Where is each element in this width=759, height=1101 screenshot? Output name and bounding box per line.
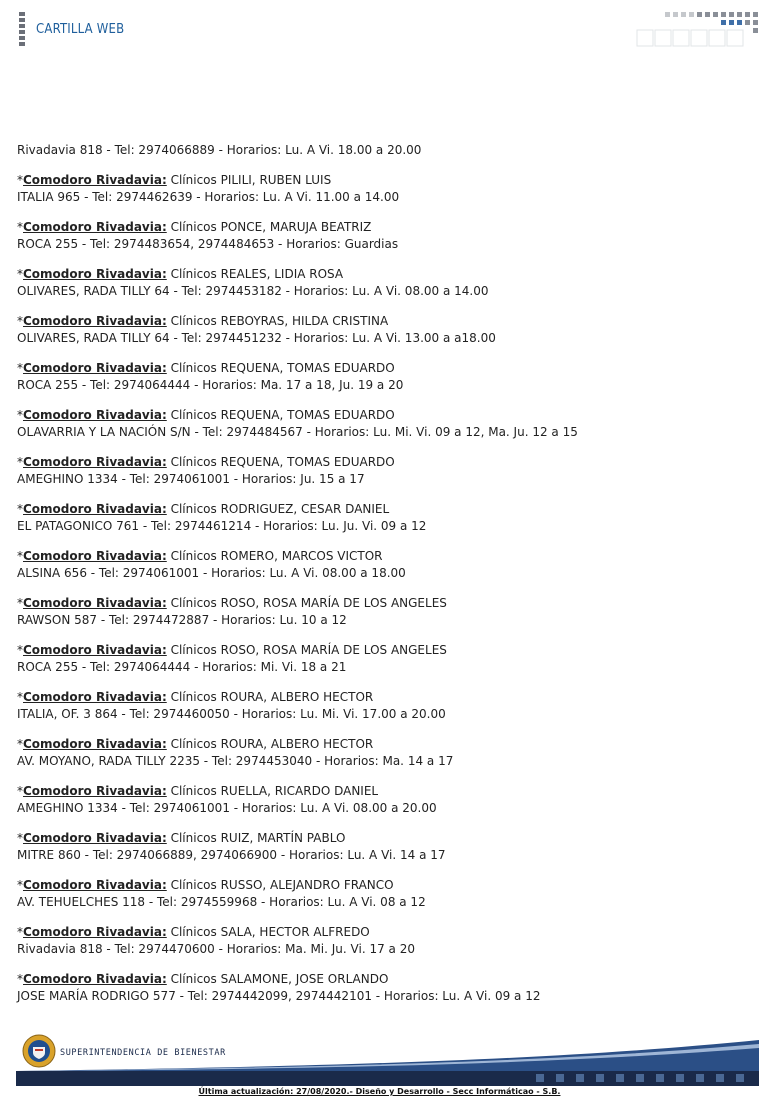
entry-detail: ROCA 255 - Tel: 2974064444 - Horarios: Mi. Vi. 18 a 21 [17,660,347,674]
directory-entry [17,407,737,441]
superintendencia-seal-icon [22,1034,56,1068]
entry-name: Clínicos ROURA, ALBERO HECTOR [170,737,374,751]
entry-heading: *Comodoro Rivadavia: Clínicos REBOYRAS, HILDA CRISTINA [17,314,389,328]
entry-detail: OLAVARRIA Y LA NACIÓN S/N - Tel: 2974484567 - Horarios: Lu. Mi. Vi. 09 a 12, Ma. Ju. 12 a 15 [17,425,578,439]
directory-entry [17,924,737,958]
entry-detail: Rivadavia 818 - Tel: 2974066889 - Horarios: Lu. A Vi. 18.00 a 20.00 [17,143,422,157]
entry-detail: OLIVARES, RADA TILLY 64 - Tel: 2974453182 - Horarios: Lu. A Vi. 08.00 a 14.00 [17,284,489,298]
entry-detail: OLIVARES, RADA TILLY 64 - Tel: 2974451232 - Horarios: Lu. A Vi. 13.00 a a18.00 [17,331,496,345]
footer-wave-banner [16,1034,759,1086]
entry-name: Clínicos SALA, HECTOR ALFREDO [170,925,370,939]
directory-entry [17,971,737,1005]
entry-heading: *Comodoro Rivadavia: Clínicos PILILI, RUBEN LUIS [17,173,332,187]
directory-entry [17,219,737,253]
entry-detail: JOSE MARÍA RODRIGO 577 - Tel: 2974442099, 2974442101 - Horarios: Lu. A Vi. 09 a 12 [17,989,541,1003]
directory-entry [17,642,737,676]
entry-city: Comodoro Rivadavia: [23,596,167,610]
entry-detail: ROCA 255 - Tel: 2974483654, 2974484653 - Horarios: Guardias [17,237,399,251]
entry-city: Comodoro Rivadavia: [23,173,167,187]
entry-city: Comodoro Rivadavia: [23,878,167,892]
entry-detail: RAWSON 587 - Tel: 2974472887 - Horarios: Lu. 10 a 12 [17,613,347,627]
entry-city: Comodoro Rivadavia: [23,690,167,704]
continued-entry [17,142,737,159]
entry-heading: *Comodoro Rivadavia: Clínicos ROURA, ALBERO HECTOR [17,690,374,704]
entry-name: Clínicos REALES, LIDIA ROSA [170,267,344,281]
entry-city: Comodoro Rivadavia: [23,267,167,281]
entry-city: Comodoro Rivadavia: [23,972,167,986]
entry-heading: *Comodoro Rivadavia: Clínicos SALA, HECTOR ALFREDO [17,925,370,939]
entry-heading: *Comodoro Rivadavia: Clínicos PONCE, MARUJA BEATRIZ [17,220,372,234]
entry-detail: AV. MOYANO, RADA TILLY 2235 - Tel: 2974453040 - Horarios: Ma. 14 a 17 [17,754,454,768]
header-bar-icon [19,12,25,46]
entry-name: Clínicos PONCE, MARUJA BEATRIZ [170,220,372,234]
directory-entry [17,454,737,488]
entry-name: Clínicos ROMERO, MARCOS VICTOR [170,549,383,563]
entry-heading: *Comodoro Rivadavia: Clínicos RUELLA, RICARDO DANIEL [17,784,379,798]
entry-detail: AMEGHINO 1334 - Tel: 2974061001 - Horarios: Lu. A Vi. 08.00 a 20.00 [17,801,437,815]
directory-entry [17,595,737,629]
entry-city: Comodoro Rivadavia: [23,643,167,657]
entry-heading: *Comodoro Rivadavia: Clínicos RODRIGUEZ, CESAR DANIEL [17,502,390,516]
directory-entry [17,501,737,535]
directory-entry [17,783,737,817]
entry-heading: *Comodoro Rivadavia: Clínicos ROMERO, MARCOS VICTOR [17,549,383,563]
last-update-footer: Última actualización: 27/08/2020.- Diseño y Desarrollo - Secc Informáticao - S.B. [198,1087,561,1096]
directory-entry [17,360,737,394]
entry-city: Comodoro Rivadavia: [23,784,167,798]
entry-name: Clínicos RUIZ, MARTÍN PABLO [170,831,346,845]
entry-detail: EL PATAGONICO 761 - Tel: 2974461214 - Horarios: Lu. Ju. Vi. 09 a 12 [17,519,427,533]
directory-entry [17,313,737,347]
entry-city: Comodoro Rivadavia: [23,408,167,422]
entry-heading: *Comodoro Rivadavia: Clínicos ROSO, ROSA MARÍA DE LOS ANGELES [17,643,447,657]
entry-detail: AV. TEHUELCHES 118 - Tel: 2974559968 - Horarios: Lu. A Vi. 08 a 12 [17,895,426,909]
directory-list [17,142,737,1018]
entry-detail: ROCA 255 - Tel: 2974064444 - Horarios: Ma. 17 a 18, Ju. 19 a 20 [17,378,404,392]
entry-heading: *Comodoro Rivadavia: Clínicos RUSSO, ALEJANDRO FRANCO [17,878,394,892]
entry-name: Clínicos RODRIGUEZ, CESAR DANIEL [170,502,390,516]
entry-name: Clínicos REQUENA, TOMAS EDUARDO [170,361,395,375]
entry-detail: ALSINA 656 - Tel: 2974061001 - Horarios: Lu. A Vi. 08.00 a 18.00 [17,566,406,580]
entry-city: Comodoro Rivadavia: [23,502,167,516]
entry-name: Clínicos SALAMONE, JOSE ORLANDO [170,972,389,986]
directory-entry [17,266,737,300]
directory-entry [17,830,737,864]
organization-name: SUPERINTENDENCIA DE BIENESTAR [60,1048,226,1058]
entry-city: Comodoro Rivadavia: [23,220,167,234]
entry-city: Comodoro Rivadavia: [23,549,167,563]
entry-heading: *Comodoro Rivadavia: Clínicos RUIZ, MARTÍN PABLO [17,831,346,845]
entry-city: Comodoro Rivadavia: [23,737,167,751]
entry-city: Comodoro Rivadavia: [23,455,167,469]
entry-name: Clínicos ROSO, ROSA MARÍA DE LOS ANGELES [170,596,447,610]
entry-detail: Rivadavia 818 - Tel: 2974470600 - Horarios: Ma. Mi. Ju. Vi. 17 a 20 [17,942,415,956]
entry-detail: ITALIA, OF. 3 864 - Tel: 2974460050 - Horarios: Lu. Mi. Vi. 17.00 a 20.00 [17,707,446,721]
entry-detail: MITRE 860 - Tel: 2974066889, 2974066900 - Horarios: Lu. A Vi. 14 a 17 [17,848,446,862]
entry-detail: ITALIA 965 - Tel: 2974462639 - Horarios: Lu. A Vi. 11.00 a 14.00 [17,190,400,204]
entry-city: Comodoro Rivadavia: [23,361,167,375]
entry-heading: *Comodoro Rivadavia: Clínicos REQUENA, TOMAS EDUARDO [17,408,395,422]
entry-name: Clínicos RUSSO, ALEJANDRO FRANCO [170,878,394,892]
entry-heading: *Comodoro Rivadavia: Clínicos REQUENA, TOMAS EDUARDO [17,361,395,375]
directory-entry [17,548,737,582]
entry-heading: *Comodoro Rivadavia: Clínicos REALES, LIDIA ROSA [17,267,344,281]
page-title: CARTILLA WEB [36,22,125,37]
entry-name: Clínicos REQUENA, TOMAS EDUARDO [170,455,395,469]
directory-entry [17,877,737,911]
entry-name: Clínicos REQUENA, TOMAS EDUARDO [170,408,395,422]
directory-entry [17,736,737,770]
entry-heading: *Comodoro Rivadavia: Clínicos ROSO, ROSA MARÍA DE LOS ANGELES [17,596,447,610]
entry-heading: *Comodoro Rivadavia: Clínicos SALAMONE, JOSE ORLANDO [17,972,389,986]
entry-name: Clínicos ROSO, ROSA MARÍA DE LOS ANGELES [170,643,447,657]
directory-entry [17,172,737,206]
directory-entry [17,689,737,723]
entry-city: Comodoro Rivadavia: [23,314,167,328]
entry-city: Comodoro Rivadavia: [23,831,167,845]
entry-heading: *Comodoro Rivadavia: Clínicos ROURA, ALBERO HECTOR [17,737,374,751]
entry-name: Clínicos PILILI, RUBEN LUIS [170,173,332,187]
entry-detail: AMEGHINO 1334 - Tel: 2974061001 - Horarios: Ju. 15 a 17 [17,472,365,486]
corner-grid-decoration-icon [635,10,759,48]
entry-heading: *Comodoro Rivadavia: Clínicos REQUENA, TOMAS EDUARDO [17,455,395,469]
entry-city: Comodoro Rivadavia: [23,925,167,939]
entry-name: Clínicos ROURA, ALBERO HECTOR [170,690,374,704]
entries-container [17,172,737,1005]
entry-name: Clínicos RUELLA, RICARDO DANIEL [170,784,379,798]
entry-name: Clínicos REBOYRAS, HILDA CRISTINA [170,314,389,328]
